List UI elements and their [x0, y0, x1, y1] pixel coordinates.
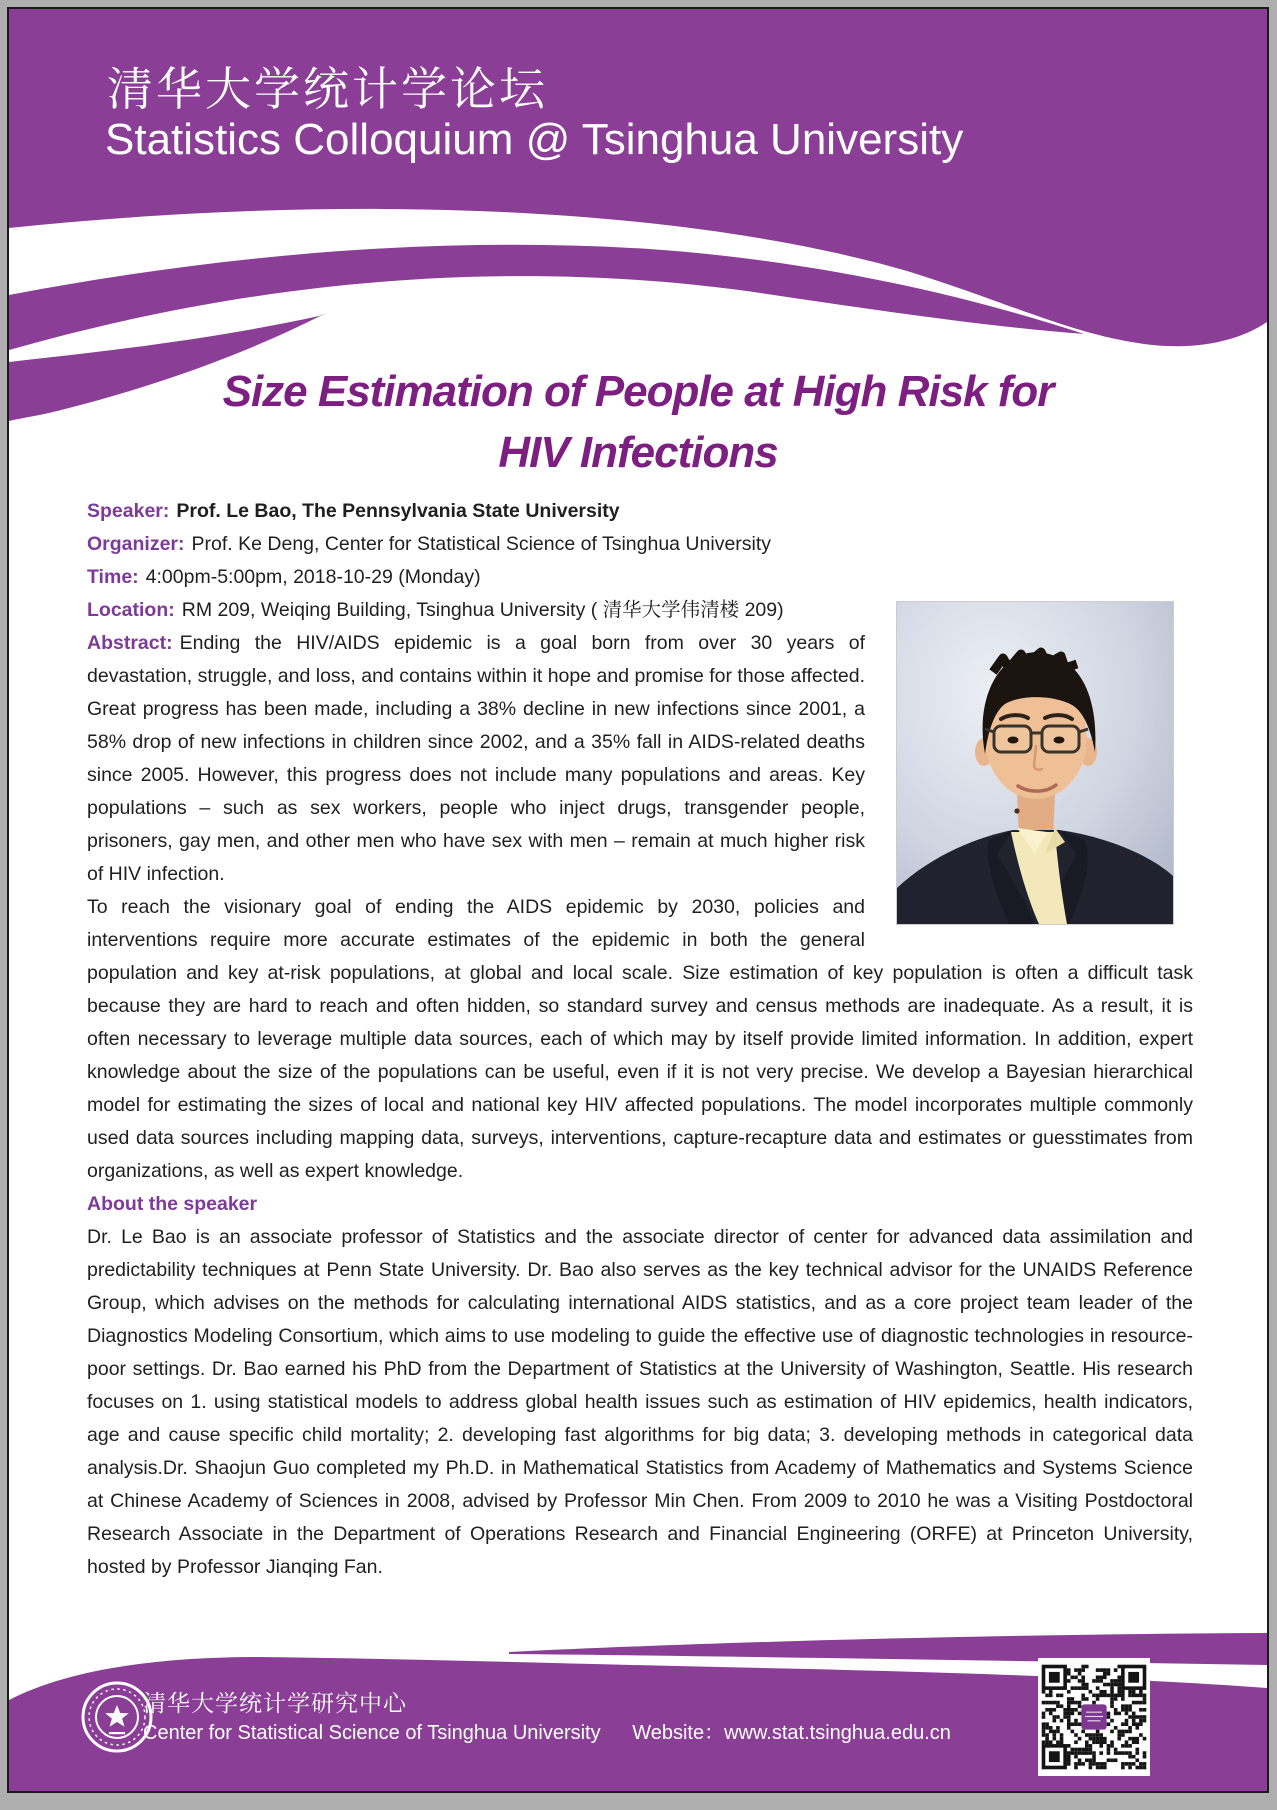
- speaker-portrait-illustration: [897, 602, 1173, 924]
- about-speaker-heading: About the speaker: [87, 1193, 258, 1215]
- footer-website-link[interactable]: Website：www.stat.tsinghua.edu.cn: [632, 1722, 951, 1744]
- time-label: Time:: [87, 566, 139, 588]
- qr-code-pattern: [1038, 1658, 1150, 1776]
- talk-title-line1: Size Estimation of People at High Risk for: [222, 367, 1054, 416]
- abstract-label: Abstract:: [87, 632, 173, 654]
- qr-code: [1038, 1658, 1150, 1776]
- talk-details: [87, 495, 1193, 1584]
- info-row-speaker: [87, 495, 1193, 528]
- poster-page: [7, 7, 1269, 1793]
- speaker-value: Prof. Le Bao, The Pennsylvania State University: [176, 500, 620, 522]
- abstract-paragraph-1: [87, 627, 1193, 891]
- talk-title-line2: HIV Infections: [498, 428, 778, 477]
- header-title-zh: 清华大学统计学论坛: [107, 63, 548, 115]
- time-value: 4:00pm-5:00pm, 2018-10-29 (Monday): [145, 566, 481, 588]
- organizer-value: Prof. Ke Deng, Center for Statistical Science of Tsinghua University: [191, 533, 772, 555]
- about-speaker-text: Dr. Le Bao is an associate professor of Statistics and the associate director of center for advanced data assimilation and predictability techniques at Penn State University. Dr. Bao also serves as the key technical advisor for the UNAIDS Reference Group, which advises on the methods for calculating international AIDS statistics, and as a core project team leader of the Diagnostics Modeling Consortium, which aims to use modeling to guide the effective use of diagnostic technologies in resource-poor settings. Dr. Bao earned his PhD from the Department of Statistics at the University of Washington, Seattle. His research focuses on 1. using statistical models to address global health issues such as estimation of HIV epidemics, health indicators, age and cause specific child mortality; 2. developing fast algorithms for big data; 3. developing methods in categorical data analysis.Dr. Shaojun Guo completed my Ph.D. in Mathematical Statistics from Academy of Mathematics and Systems Science at Chinese Academy of Sciences in 2008, advised by Professor Min Chen. From 2009 to 2010 he was a Visiting Postdoctoral Research Associate in the Department of Operations Research and Financial Engineering (ORFE) at Princeton University, hosted by Professor Jianqing Fan.: [87, 1226, 1193, 1578]
- footer-org-en: Center for Statistical Science of Tsinghua University: [143, 1722, 601, 1744]
- location-label: Location:: [87, 599, 175, 621]
- organizer-label: Organizer:: [87, 533, 185, 555]
- footer-org-zh: 清华大学统计学研究中心: [143, 1690, 407, 1716]
- abstract-text-2: To reach the visionary goal of ending the AIDS epidemic by 2030, policies and interventions require more accurate estimates of the epidemic in both the general population and key at-risk populations, at global and local scale. Size estimation of key population is often a difficult task because they are hard to reach and often hidden, so standard survey and census methods are inadequate. As a result, it is often necessary to leverage multiple data sources, each of which may by itself provide limited information. In addition, expert knowledge about the size of the populations can be useful, even if it is not very precise. We develop a Bayesian hierarchical model for estimating the sizes of local and national key HIV affected populations. The model incorporates multiple commonly used data sources including mapping data, surveys, interventions, capture-recapture data and estimates or guesstimates from organizations, as well as expert knowledge.: [87, 896, 1193, 1182]
- footer-english-line: [143, 1716, 951, 1745]
- speaker-photo-float: [879, 602, 1193, 932]
- speaker-photo: [897, 602, 1173, 924]
- header-title-en: Statistics Colloquium @ Tsinghua University: [105, 115, 964, 164]
- talk-title: [9, 361, 1267, 483]
- abstract-text-1: Ending the HIV/AIDS epidemic is a goal born from over 30 years of devastation, struggle, and loss, and contains within it hope and promise for those affected. Great progress has been made, including a 38% decline in new infections since 2001, a 58% drop of new infections in children since 2002, and a 35% fall in AIDS-related deaths since 2005. However, this progress does not include many populations and areas. Key populations – such as sex workers, people who inject drugs, transgender people, prisoners, gay men, and other men who have sex with men – remain at much higher risk of HIV infection.: [87, 632, 865, 885]
- location-value: RM 209, Weiqing Building, Tsinghua University ( 清华大学伟清楼 209): [181, 599, 784, 621]
- speaker-label: Speaker:: [87, 500, 170, 522]
- info-row-organizer: [87, 528, 1193, 561]
- info-row-time: [87, 561, 1193, 594]
